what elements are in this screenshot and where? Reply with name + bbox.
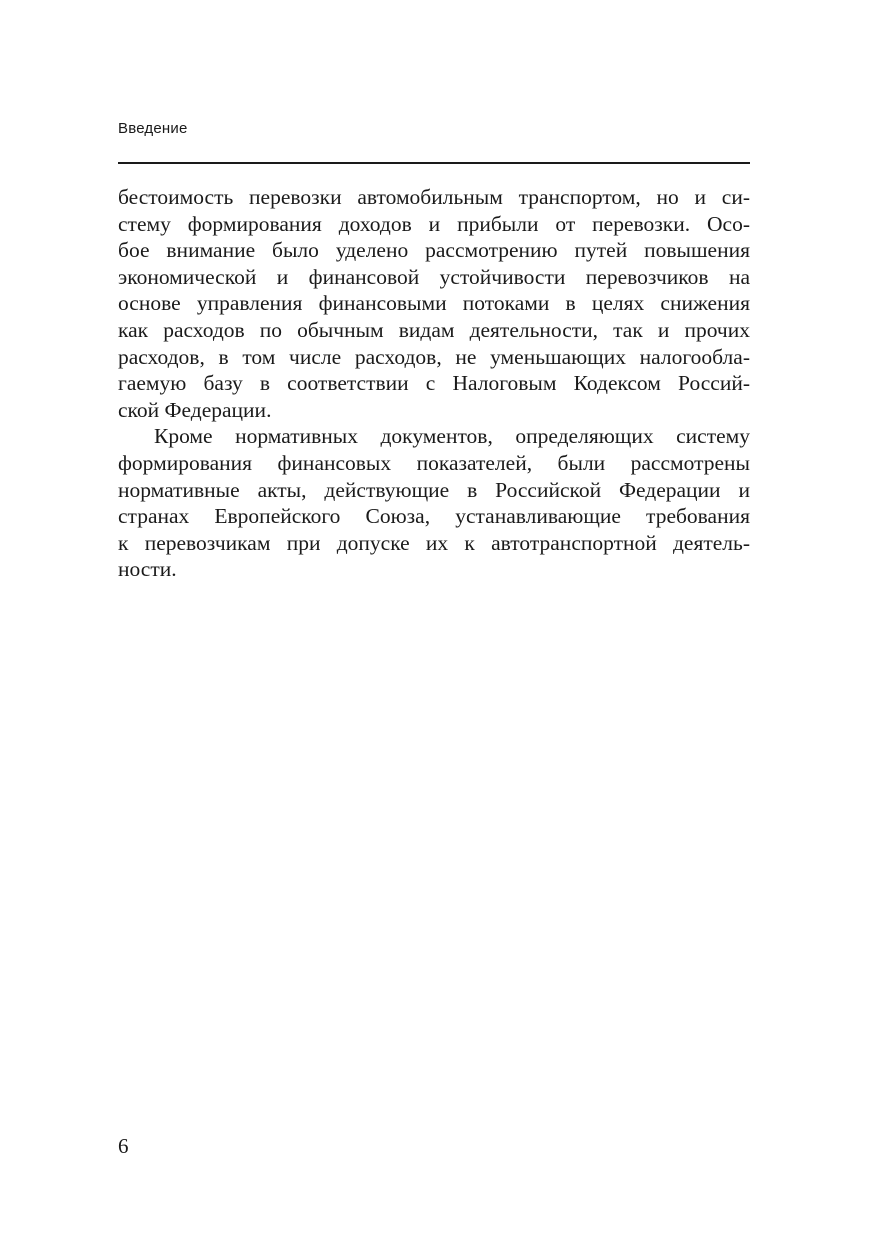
text-line: ности.: [118, 557, 177, 582]
text-line: как расходов по обычным видам деятельности, так и прочих: [118, 317, 750, 342]
text-line: бестоимость перевозки автомобильным транспортом, но и си-: [118, 185, 750, 209]
text-line: экономической и финансовой устойчивости перевозчиков на: [118, 264, 750, 289]
text-line: Кроме нормативных документов, определяющих систему: [154, 424, 750, 449]
text-line: к перевозчикам при допуске их к автотранспортной деятель-: [118, 530, 750, 555]
body-text: [118, 184, 750, 583]
paragraph-2: [118, 423, 750, 583]
text-line: странах Европейского Союза, устанавливающие требования: [118, 504, 750, 529]
text-line: гаемую базу в соответствии с Налоговым Кодексом Россий-: [118, 371, 750, 396]
page-number: 6: [118, 1134, 129, 1158]
text-line: расходов, в том числе расходов, не уменьшающих налогообла-: [118, 344, 750, 369]
text-line: формирования финансовых показателей, были рассмотрены: [118, 450, 750, 475]
text-line: основе управления финансовыми потоками в целях снижения: [118, 291, 750, 316]
header-rule: [118, 162, 750, 164]
running-head: Введение: [118, 120, 188, 137]
text-line: бое внимание было уделено рассмотрению путей повышения: [118, 238, 750, 263]
paragraph-1: [118, 184, 750, 423]
text-line: стему формирования доходов и прибыли от перевозки. Осо-: [118, 211, 750, 236]
text-line: нормативные акты, действующие в Российской Федерации и: [118, 477, 750, 502]
text-line: ской Федерации.: [118, 397, 272, 422]
